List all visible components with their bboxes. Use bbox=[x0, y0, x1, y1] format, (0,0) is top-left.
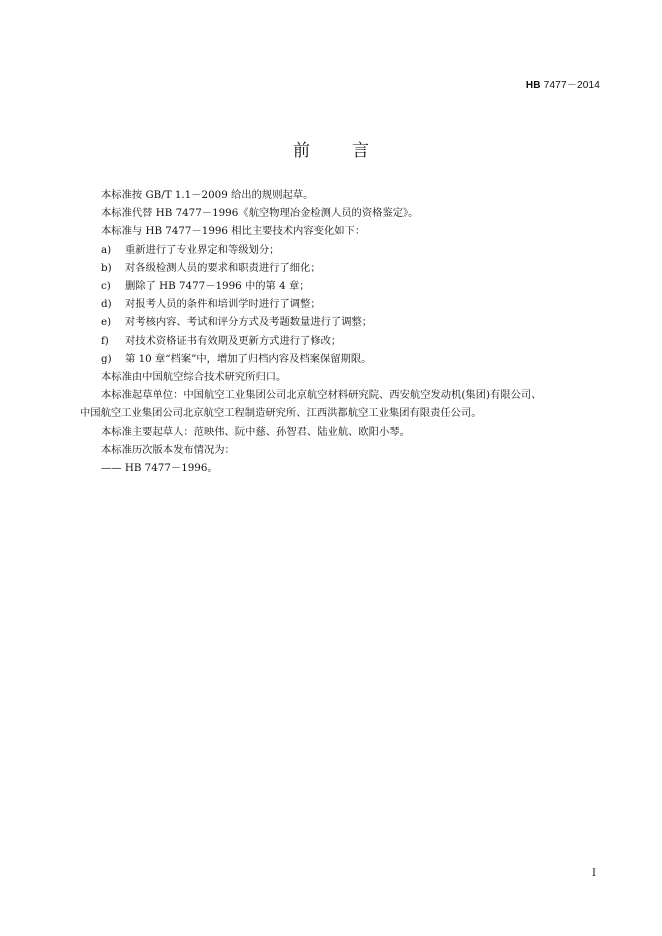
change-item bbox=[80, 259, 600, 277]
change-item-text: 对各级检测人员的要求和职责进行了细化； bbox=[125, 261, 321, 274]
page-number: I bbox=[592, 868, 596, 879]
change-item bbox=[80, 350, 600, 368]
paragraph-drafting-units: 本标准起草单位：中国航空工业集团公司北京航空材料研究院、西安航空发动机(集团)有限公司、 bbox=[101, 389, 542, 402]
change-item-marker: f) bbox=[101, 334, 109, 347]
paragraph-changes-intro: 本标准与 HB 7477－1996 相比主要技术内容变化如下： bbox=[101, 225, 366, 238]
paragraph-drafters: 本标准主要起草人：范映伟、阮中慈、孙智君、陆业航、欧阳小琴。 bbox=[101, 425, 410, 438]
change-item-marker: e) bbox=[101, 316, 112, 329]
paragraph-replaces: 本标准代替 HB 7477－1996《航空物理冶金检测人员的资格鉴定》。 bbox=[101, 207, 419, 220]
paragraph-drafting-units-continued: 中国航空工业集团公司北京航空工程制造研究所、江西洪都航空工业集团有限责任公司。 bbox=[80, 407, 482, 420]
change-item-text: 第 10 章“档案”中，增加了归档内容及档案保留期限。 bbox=[125, 352, 372, 365]
document-code bbox=[526, 76, 600, 91]
page-title: 前言 bbox=[293, 141, 411, 161]
foreword-body bbox=[80, 186, 600, 477]
history-entry: —— HB 7477－1996。 bbox=[101, 462, 218, 475]
change-item-text: 对报考人员的条件和培训学时进行了调整； bbox=[125, 298, 321, 311]
paragraph-drafting-rules: 本标准按 GB/T 1.1－2009 给出的规则起草。 bbox=[101, 189, 314, 201]
change-item-text: 删除了 HB 7477－1996 中的第 4 章； bbox=[125, 280, 310, 293]
change-item-text: 对技术资格证书有效期及更新方式进行了修改； bbox=[125, 334, 342, 347]
change-item bbox=[80, 313, 600, 331]
document-code-prefix: HB bbox=[525, 80, 541, 91]
change-item-text: 对考核内容、考试和评分方式及考题数量进行了调整； bbox=[125, 316, 373, 329]
change-item-marker: d) bbox=[101, 298, 112, 311]
paragraph-responsible-org: 本标准由中国航空综合技术研究所归口。 bbox=[101, 371, 287, 384]
change-item-marker: a) bbox=[101, 243, 112, 256]
change-item bbox=[80, 295, 600, 313]
document-code-number: 7477－2014 bbox=[540, 80, 600, 91]
change-item-marker: b) bbox=[101, 261, 112, 274]
change-item-marker: g) bbox=[101, 352, 112, 365]
change-item bbox=[80, 241, 600, 259]
paragraph-history-intro: 本标准历次版本发布情况为： bbox=[101, 443, 235, 456]
change-item bbox=[80, 277, 600, 295]
change-item-marker: c) bbox=[101, 280, 111, 293]
change-item-text: 重新进行了专业界定和等级划分； bbox=[125, 243, 280, 256]
change-item bbox=[80, 332, 600, 350]
